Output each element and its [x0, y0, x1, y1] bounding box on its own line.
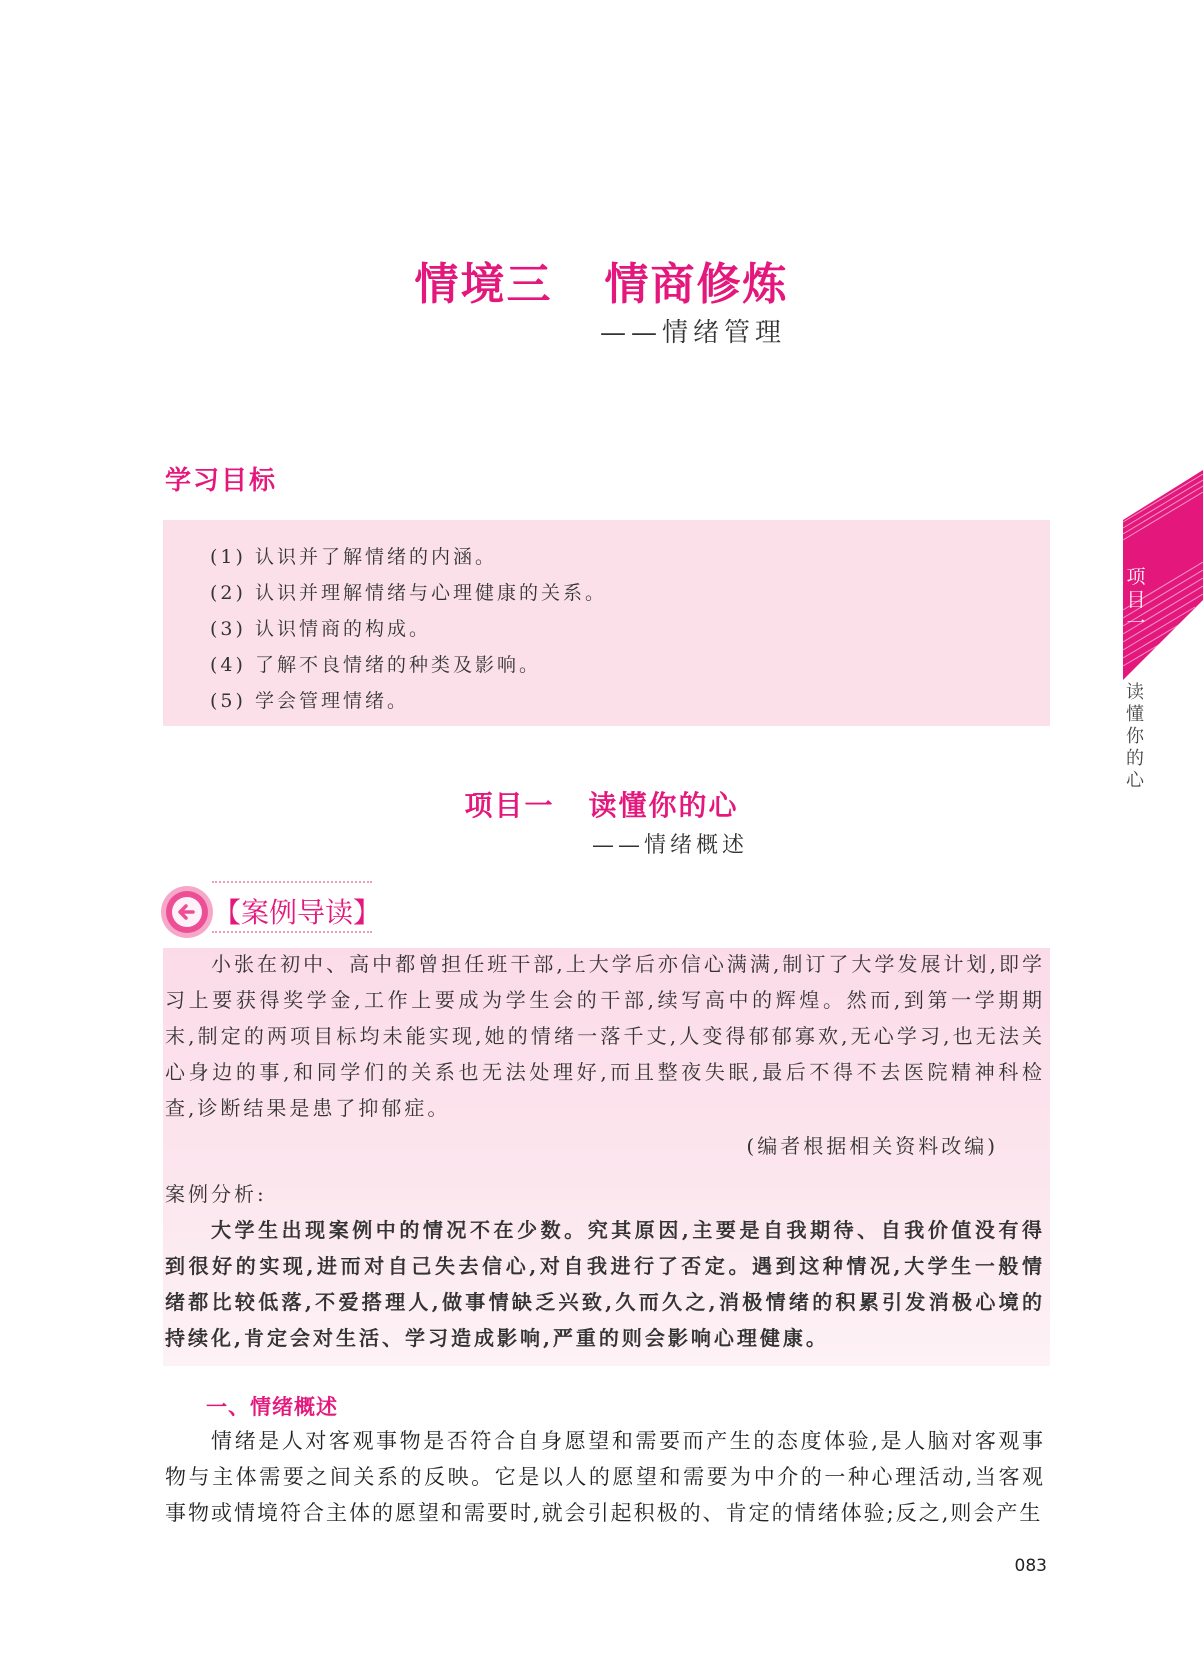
objective-item: (5) 学会管理情绪。 [210, 690, 409, 712]
objective-item: (1) 认识并了解情绪的内涵。 [210, 546, 497, 568]
chapter-name: 情商修炼 [604, 259, 789, 310]
side-tab-project: 项目一 [1126, 566, 1146, 634]
objectives-panel [163, 520, 1050, 726]
project-title [0, 784, 1203, 824]
objective-item: (3) 认识情商的构成。 [210, 618, 431, 640]
case-arrow-icon [160, 885, 214, 939]
objectives-heading: 学习目标 [165, 466, 278, 496]
case-analysis-label: 案例分析: [165, 1182, 267, 1206]
case-study-text: 小张在初中、高中都曾担任班干部,上大学后亦信心满满,制订了大学发展计划,即学习上要获得奖学金,工作上要成为学生会的干部,续写高中的辉煌。然而,到第一学期期末,制定的两项目标均未能实现,她的情绪一落千丈,人变得郁郁寡欢,无心学习,也无法关心身边的事,和同学们的关系也无法处理好,而且整夜失眠,最后不得不去医院精神科检查,诊断结果是患了抑郁症。 [165, 952, 1045, 1120]
project-subtitle: ——情绪概述 [591, 833, 748, 858]
project-number: 项目一 [464, 789, 555, 822]
objective-item: (4) 了解不良情绪的种类及影响。 [210, 654, 541, 676]
chapter-subtitle: ——情绪管理 [599, 318, 786, 348]
case-source-note: (编者根据相关资料改编) [746, 1134, 998, 1158]
case-study-label: 【案例导读】 [213, 896, 382, 929]
case-analysis-text: 大学生出现案例中的情况不在少数。究其原因,主要是自我期待、自我价值没有得到很好的实现,进而对自己失去信心,对自我进行了否定。遇到这种情况,大学生一般情绪都比较低落,不爱搭理人,做事情缺乏兴致,久而久之,消极情绪的积累引发消极心境的持续化,肯定会对生活、学习造成影响,严重的则会影响心理健康。 [165, 1218, 1045, 1350]
objectives-list [163, 520, 1050, 719]
chapter-number: 情境三 [414, 259, 553, 310]
chapter-title [0, 248, 1203, 312]
section-heading: 一、情绪概述 [206, 1395, 338, 1419]
side-tab-title: 读懂你的心 [1126, 682, 1144, 791]
page-number: 083 [1014, 1556, 1047, 1576]
project-name: 读懂你的心 [588, 789, 739, 822]
objective-item: (2) 认识并理解情绪与心理健康的关系。 [210, 582, 607, 604]
section-body-text: 情绪是人对客观事物是否符合自身愿望和需要而产生的态度体验,是人脑对客观事物与主体需要之间关系的反映。它是以人的愿望和需要为中介的一种心理活动,当客观事物或情境符合主体的愿望和需要时,就会引起积极的、肯定的情绪体验;反之,则会产生 [165, 1429, 1045, 1525]
side-tab-graphic [1105, 470, 1203, 680]
